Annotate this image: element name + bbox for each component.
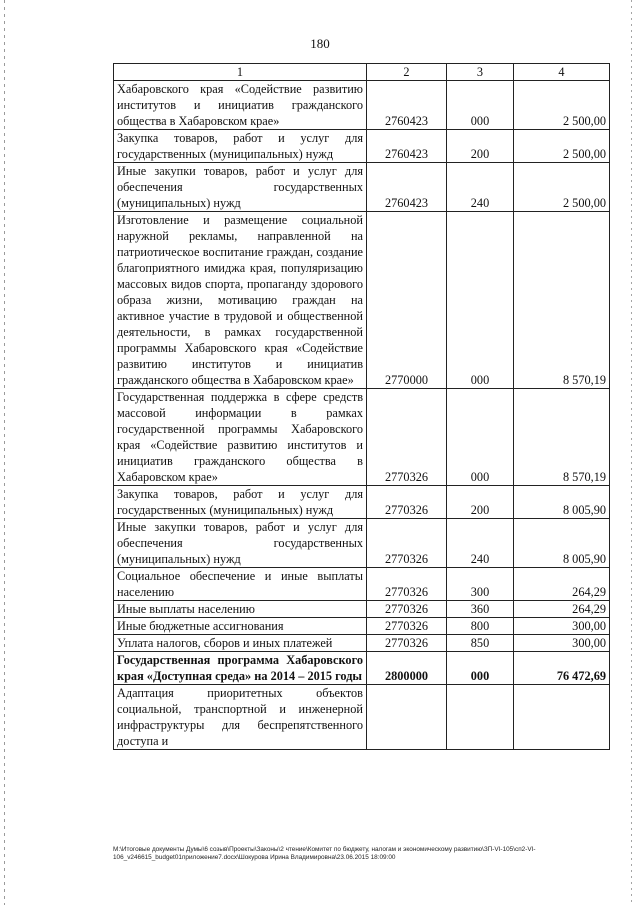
row-type-cell: 240 — [447, 163, 514, 212]
row-sum-cell: 300,00 — [514, 618, 610, 635]
table-row — [114, 81, 610, 130]
table-row — [114, 635, 610, 652]
row-type-cell: 000 — [447, 212, 514, 389]
row-sum-cell: 8 005,90 — [514, 519, 610, 568]
row-sum-cell: 2 500,00 — [514, 81, 610, 130]
row-type-cell: 000 — [447, 81, 514, 130]
page-number: 180 — [310, 36, 330, 51]
row-type-cell: 000 — [447, 652, 514, 685]
table-row — [114, 568, 610, 601]
row-type-cell — [447, 685, 514, 750]
row-type-cell: 300 — [447, 568, 514, 601]
row-sum-cell: 264,29 — [514, 568, 610, 601]
row-type-cell: 200 — [447, 486, 514, 519]
row-name-cell: Изготовление и размещение социальной наружной рекламы, направленной на патриотическое воспитание граждан, создание благоприятного имиджа края, популяризацию массовых видов спорта, пропаганду здорового образа жизни, мотивацию граждан на активное участие в трудовой и общественной деятельности, в рамках государственной программы Хабаровского края «Содействие развитию институтов и инициатив гражданского общества в Хабаровском крае» — [114, 212, 367, 389]
table-row — [114, 519, 610, 568]
row-code-cell: 2770326 — [367, 618, 447, 635]
row-name-cell: Адаптация приоритетных объектов социальной, транспортной и инженерной инфраструктуры для беспрепятственного доступа и — [114, 685, 367, 750]
table-row — [114, 618, 610, 635]
header-col-4: 4 — [514, 64, 610, 81]
row-name-cell: Социальное обеспечение и иные выплаты населению — [114, 568, 367, 601]
row-name-cell: Хабаровского края «Содействие развитию институтов и инициатив гражданского общества в Хабаровском крае» — [114, 81, 367, 130]
row-code-cell: 2800000 — [367, 652, 447, 685]
row-code-cell: 2760423 — [367, 163, 447, 212]
table-body — [114, 64, 610, 750]
scan-right-edge — [631, 0, 632, 905]
scan-left-edge — [4, 0, 5, 905]
table-row — [114, 389, 610, 486]
row-code-cell: 2770326 — [367, 519, 447, 568]
row-name-cell: Государственная поддержка в сфере средств массовой информации в рамках государственной программы Хабаровского края «Содействие развитию институтов и инициатив гражданского общества в Хабаровском крае» — [114, 389, 367, 486]
row-sum-cell: 2 500,00 — [514, 130, 610, 163]
row-code-cell: 2760423 — [367, 81, 447, 130]
table-row — [114, 130, 610, 163]
row-name-cell: Закупка товаров, работ и услуг для государственных (муниципальных) нужд — [114, 130, 367, 163]
row-code-cell — [367, 685, 447, 750]
row-code-cell: 2770326 — [367, 635, 447, 652]
table-header-row — [114, 64, 610, 81]
table-row — [114, 212, 610, 389]
row-type-cell: 000 — [447, 389, 514, 486]
row-sum-cell: 8 570,19 — [514, 389, 610, 486]
row-sum-cell — [514, 685, 610, 750]
row-code-cell: 2760423 — [367, 130, 447, 163]
table-row — [114, 685, 610, 750]
header-col-3: 3 — [447, 64, 514, 81]
table-row — [114, 601, 610, 618]
row-name-cell: Закупка товаров, работ и услуг для государственных (муниципальных) нужд — [114, 486, 367, 519]
row-name-cell: Уплата налогов, сборов и иных платежей — [114, 635, 367, 652]
row-name-cell: Государственная программа Хабаровского края «Доступная среда» на 2014 – 2015 годы — [114, 652, 367, 685]
header-col-1: 1 — [114, 64, 367, 81]
row-type-cell: 200 — [447, 130, 514, 163]
budget-table — [113, 63, 610, 750]
row-code-cell: 2770326 — [367, 389, 447, 486]
row-sum-cell: 264,29 — [514, 601, 610, 618]
row-sum-cell: 76 472,69 — [514, 652, 610, 685]
row-code-cell: 2770326 — [367, 568, 447, 601]
row-code-cell: 2770326 — [367, 601, 447, 618]
row-sum-cell: 2 500,00 — [514, 163, 610, 212]
row-type-cell: 850 — [447, 635, 514, 652]
row-sum-cell: 300,00 — [514, 635, 610, 652]
row-sum-cell: 8 005,90 — [514, 486, 610, 519]
row-code-cell: 2770326 — [367, 486, 447, 519]
row-code-cell: 2770000 — [367, 212, 447, 389]
row-type-cell: 800 — [447, 618, 514, 635]
header-col-2: 2 — [367, 64, 447, 81]
table-row — [114, 486, 610, 519]
row-name-cell: Иные бюджетные ассигнования — [114, 618, 367, 635]
row-name-cell: Иные закупки товаров, работ и услуг для обеспечения государственных (муниципальных) нужд — [114, 163, 367, 212]
row-name-cell: Иные выплаты населению — [114, 601, 367, 618]
row-name-cell: Иные закупки товаров, работ и услуг для обеспечения государственных (муниципальных) нужд — [114, 519, 367, 568]
row-sum-cell: 8 570,19 — [514, 212, 610, 389]
row-type-cell: 360 — [447, 601, 514, 618]
footer-file-path: M:\Итоговые документы Думы\6 созыв\Проекты\Законы\2 чтение\Комитет по бюджету, налогам и экономическому развитию\ЗП-VI-105\сп2-VI-106_v246615_budget01приложение7.docx\Шокурова Ирина Владимировна\23.06.2015 18:09:00 — [113, 846, 536, 861]
table-row — [114, 163, 610, 212]
row-type-cell: 240 — [447, 519, 514, 568]
table-row — [114, 652, 610, 685]
